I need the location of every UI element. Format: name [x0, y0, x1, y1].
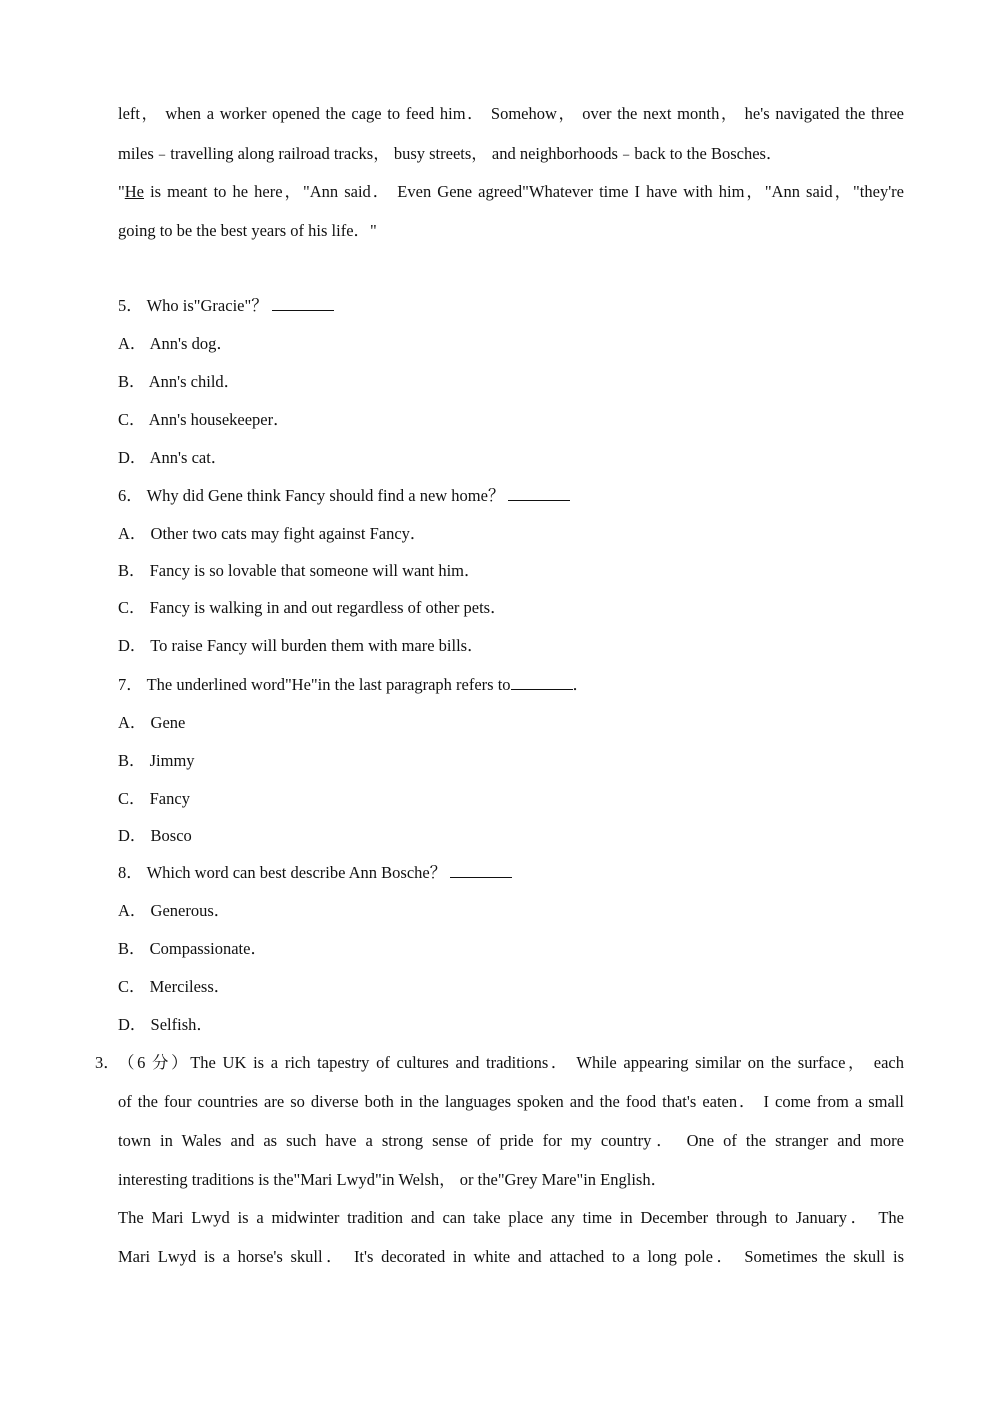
section-line: （6 分）The UK is a rich tapestry of cultures and traditions． While appearing similar on the surface， each — [118, 1053, 904, 1072]
answer-blank[interactable] — [450, 863, 512, 878]
option: B． Fancy is so lovable that someone will want him． — [118, 561, 481, 580]
section-line: The Mari Lwyd is a midwinter tradition and can take place any time in December through to January． The — [118, 1208, 904, 1227]
section-line: of the four countries are so diverse both in the languages spoken and the food that's eaten． I come from a small — [118, 1092, 904, 1111]
answer-blank[interactable] — [511, 675, 573, 690]
section-number: 3． — [95, 1053, 120, 1072]
passage-line: miles﹣travelling along railroad tracks， busy streets， and neighborhoods﹣back to the Bosches． — [118, 144, 783, 163]
passage-line: left， when a worker opened the cage to feed him． Somehow， over the next month， he's navigated the three — [118, 104, 904, 123]
option: D． Selfish． — [118, 1015, 213, 1034]
answer-blank[interactable] — [508, 486, 570, 501]
passage-line-rest: is meant to he here，"Ann said． Even Gene agreed"Whatever time I have with him，"Ann said，"they're — [144, 182, 904, 201]
passage-line: going to be the best years of his life．" — [118, 221, 377, 240]
question-stem: 5． Who is"Gracie"？ — [118, 296, 334, 316]
open-quote: " — [118, 182, 125, 201]
question-stem: 8． Which word can best describe Ann Bosche？ — [118, 863, 512, 883]
section-line: interesting traditions is the"Mari Lwyd"in Welsh， or the"Grey Mare"in English． — [118, 1170, 668, 1189]
option: A． Generous． — [118, 901, 231, 920]
option: D． Ann's cat． — [118, 448, 228, 467]
underlined-word: He — [124, 182, 144, 201]
passage-line — [118, 182, 904, 202]
option: D． To raise Fancy will burden them with mare bills． — [118, 636, 484, 655]
section-line: town in Wales and as such have a strong sense of pride for my country． One of the stranger and more — [118, 1131, 904, 1150]
option: D． Bosco — [118, 826, 192, 845]
option: B． Jimmy — [118, 751, 195, 770]
option: C． Ann's housekeeper． — [118, 410, 290, 429]
option: A． Gene — [118, 713, 186, 732]
question-stem: 6． Why did Gene think Fancy should find a new home？ — [118, 486, 570, 506]
question-stem: 7． The underlined word"He"in the last paragraph refers to ． — [118, 675, 590, 694]
option: A． Other two cats may fight against Fancy． — [118, 524, 427, 543]
option: B． Compassionate． — [118, 939, 267, 958]
section-line: Mari Lwyd is a horse's skull． It's decorated in white and attached to a long pole． Sometimes the skull is — [118, 1247, 904, 1266]
option: B． Ann's child． — [118, 372, 241, 391]
option: C． Fancy is walking in and out regardless of other pets． — [118, 598, 507, 617]
answer-blank[interactable] — [272, 296, 334, 311]
option: C． Fancy — [118, 789, 190, 808]
option: A． Ann's dog． — [118, 334, 233, 353]
option: C． Merciless． — [118, 977, 231, 996]
